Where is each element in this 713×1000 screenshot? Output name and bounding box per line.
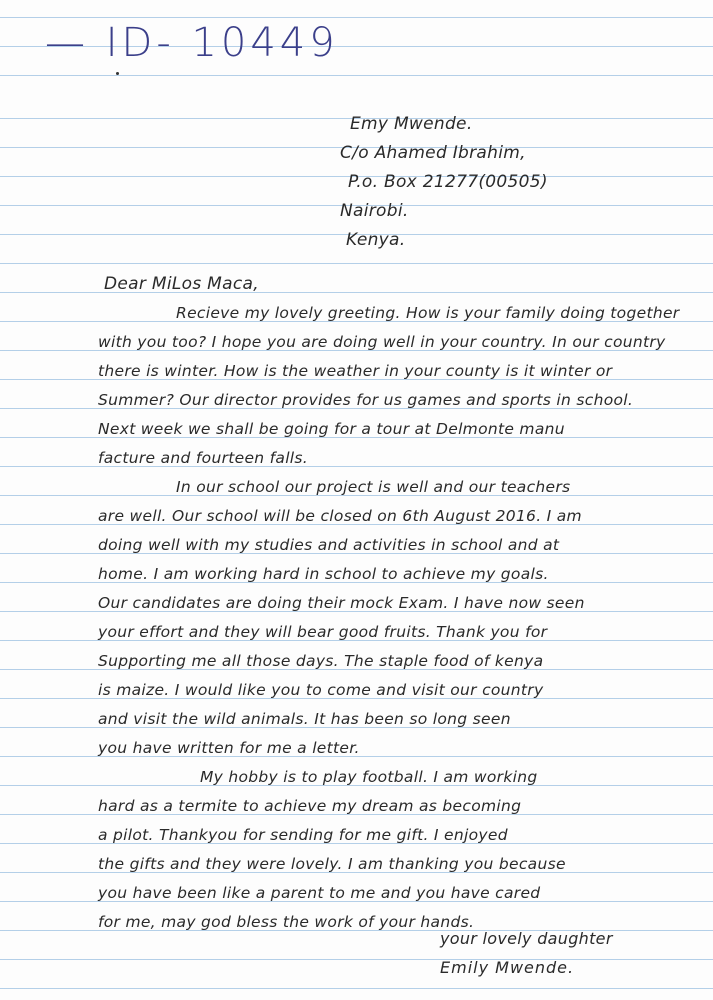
sender-address xyxy=(340,110,660,255)
closing-phrase: your lovely daughter xyxy=(440,929,613,948)
letter-line: there is winter. How is the weather in your county is it winter or xyxy=(98,362,613,380)
address-line-name: Emy Mwende. xyxy=(350,114,473,134)
letter-line: Recieve my lovely greeting. How is your family doing together xyxy=(176,304,680,322)
address-line-city: Nairobi. xyxy=(340,201,409,221)
letter-line: your effort and they will bear good fruits. Thank you for xyxy=(98,623,548,641)
letter-line: a pilot. Thankyou for sending for me gift. I enjoyed xyxy=(98,826,508,844)
sponsor-id: — ID- 10449 xyxy=(45,20,339,66)
letter-line: Our candidates are doing their mock Exam. I have now seen xyxy=(98,594,585,612)
address-line-po-box: P.o. Box 21277(00505) xyxy=(348,172,548,192)
letter-line: are well. Our school will be closed on 6th August 2016. I am xyxy=(98,507,582,525)
letter-body xyxy=(98,270,708,937)
address-line-country: Kenya. xyxy=(346,230,406,250)
letter-line: Summer? Our director provides for us games and sports in school. xyxy=(98,391,634,409)
letter-line: is maize. I would like you to come and visit our country xyxy=(98,681,544,699)
letter-line: Next week we shall be going for a tour at Delmonte manu xyxy=(98,420,565,438)
letter-line: home. I am working hard in school to achieve my goals. xyxy=(98,565,549,583)
letter-closing xyxy=(440,924,700,982)
letter-line: facture and fourteen falls. xyxy=(98,449,309,467)
letter-line: doing well with my studies and activities in school and at xyxy=(98,536,560,554)
letter-line: you have written for me a letter. xyxy=(98,739,360,757)
letter-line: with you too? I hope you are doing well in your country. In our country xyxy=(98,333,666,351)
letter-line: hard as a termite to achieve my dream as becoming xyxy=(98,797,522,815)
letter-line: for me, may god bless the work of your hands. xyxy=(98,913,475,931)
letter-line: the gifts and they were lovely. I am thanking you because xyxy=(98,855,566,873)
ink-dot xyxy=(116,72,119,75)
letter-greeting: Dear MiLos Maca, xyxy=(104,274,259,294)
letter-line: My hobby is to play football. I am working xyxy=(200,768,538,786)
letter-line: you have been like a parent to me and you have cared xyxy=(98,884,541,902)
letter-line: Supporting me all those days. The staple food of kenya xyxy=(98,652,544,670)
address-line-care-of: C/o Ahamed Ibrahim, xyxy=(340,143,526,163)
signature: Emily Mwende. xyxy=(440,958,575,977)
letter-line: and visit the wild animals. It has been so long seen xyxy=(98,710,511,728)
letter-line: In our school our project is well and our teachers xyxy=(176,478,571,496)
